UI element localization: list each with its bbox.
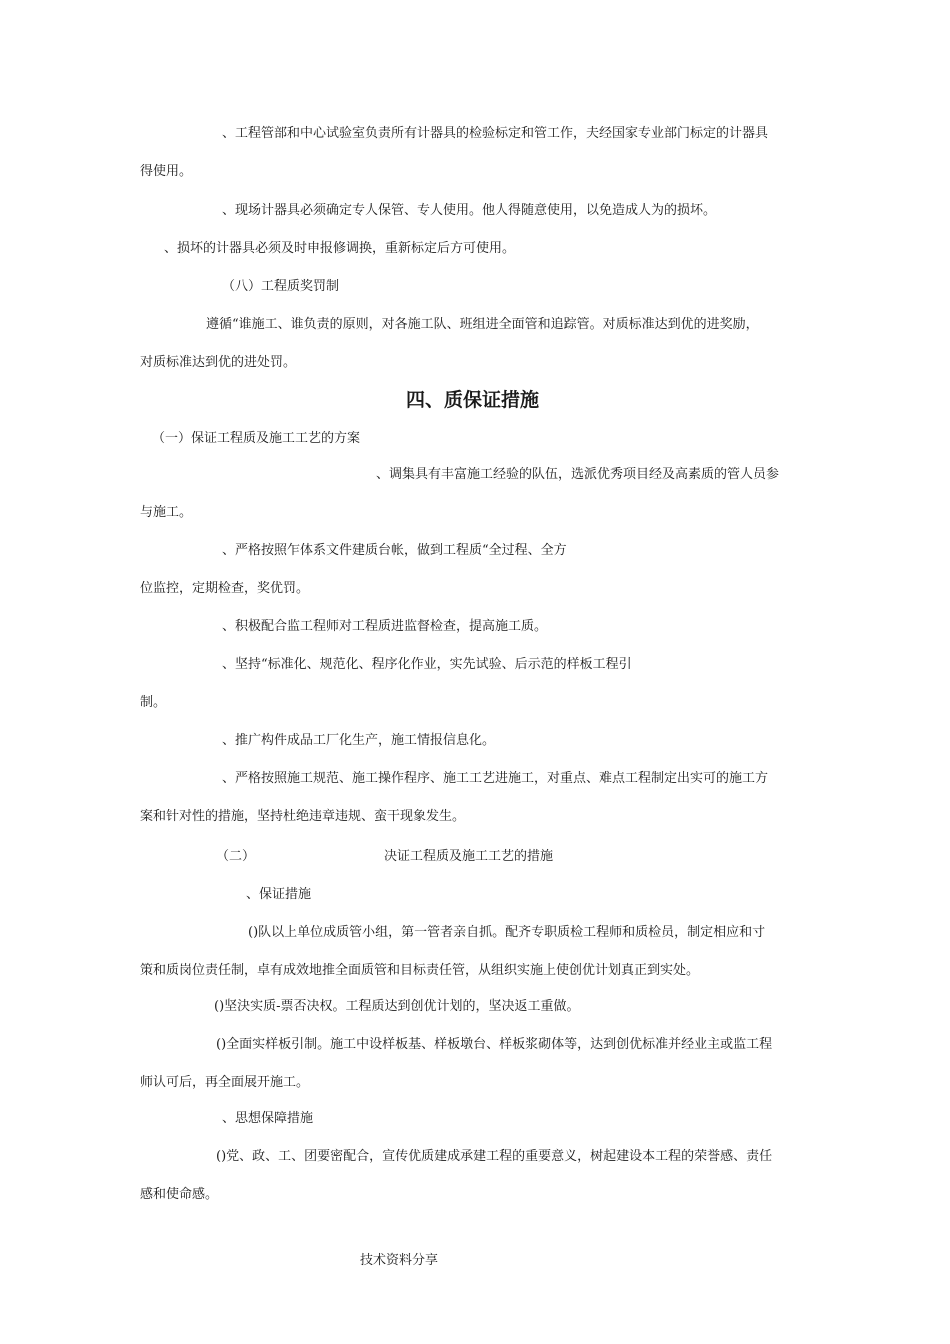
paragraph-line: 、现场计器具必须确定专人保管、专人使用。他人得随意使用，以免造成人为的损坏。	[222, 203, 717, 218]
paragraph-line: 、调集具有丰富施工经验的队伍，选派优秀项目经及高素质的管人员参	[376, 467, 780, 482]
paragraph-line: 、损坏的计器具必须及时申报修调换，重新标定后方可使用。	[164, 241, 516, 256]
paragraph-line: 制。	[140, 695, 167, 710]
paragraph-line: 、保证措施	[246, 887, 312, 902]
paragraph-line: 案和针对性的措施，坚持杜绝违章违规、蛮干现象发生。	[140, 809, 466, 824]
paragraph-line: 、推广构件成品工厂化生产，施工情报信息化。	[222, 733, 496, 748]
paragraph-line: 得使用。	[140, 164, 193, 179]
paragraph-line: 策和质岗位责任制，卓有成效地推全面质管和目标责任管，从组织实施上使创优计划真正到实处。	[140, 963, 700, 978]
paragraph-line: ()党、政、工、团要密配合，宣传优质建成承建工程的重要意义，树起建设本工程的荣誉感、责任	[216, 1149, 773, 1164]
section-heading: 四、质保证措施	[406, 389, 540, 411]
section-subheading: （八）工程质奖罚制	[222, 279, 340, 294]
paragraph-line: 位监控，定期检查，奖优罚。	[140, 581, 310, 596]
paragraph-line: ()坚決实质-票否决权。工程质达到创优计划的，坚决返工重做。	[214, 999, 580, 1014]
paragraph-line: ()队以上单位成质管小组，第一管者亲自抓。配齐专职质检工程师和质检员，制定相应和寸	[248, 925, 766, 940]
paragraph-line: 感和使命感。	[140, 1187, 219, 1202]
paragraph-line: 师认可后，再全面展开施工。	[140, 1075, 310, 1090]
paragraph-line: 、严格按照乍体系文件建质台帐，做到工程质“全过程、全方	[222, 543, 567, 558]
paragraph-line: 对质标准达到优的进处罚。	[140, 355, 297, 370]
paragraph-line: 、积极配合监工程师对工程质进监督检查，提高施工质。	[222, 619, 548, 634]
paragraph-line: 、工程管部和中心试验室负责所有计器具的检验标定和管工作，夫经国家专业部门标定的计器具	[222, 126, 769, 141]
paragraph-line: 遵循“谁施工、谁负责的原则，对各施工队、班组进全面管和追踪管。对质标准达到优的进奖励，	[206, 317, 759, 332]
paragraph-line: ()全面实样板引制。施工中设样板基、样板墩台、样板浆砌体等，达到创优标准并经业主或监工程	[216, 1037, 773, 1052]
section-subheading: （一）保证工程质及施工工艺的方案	[152, 431, 361, 446]
paragraph-line: 、严格按照施工规范、施工操作程序、施工工艺进施工，对重点、难点工程制定出实可的施工方	[222, 771, 769, 786]
page-footer: 技术资料分享	[360, 1253, 439, 1268]
paragraph-line: 与施工。	[140, 505, 193, 520]
section-subheading: 、思想保障措施	[222, 1111, 314, 1126]
section-subheading-number: （二）	[216, 849, 256, 864]
section-subheading: 决证工程质及施工工艺的措施	[384, 849, 554, 864]
paragraph-line: 、坚持“标准化、规范化、程序化作业，实先试验、后示范的样板工程引	[222, 657, 632, 672]
